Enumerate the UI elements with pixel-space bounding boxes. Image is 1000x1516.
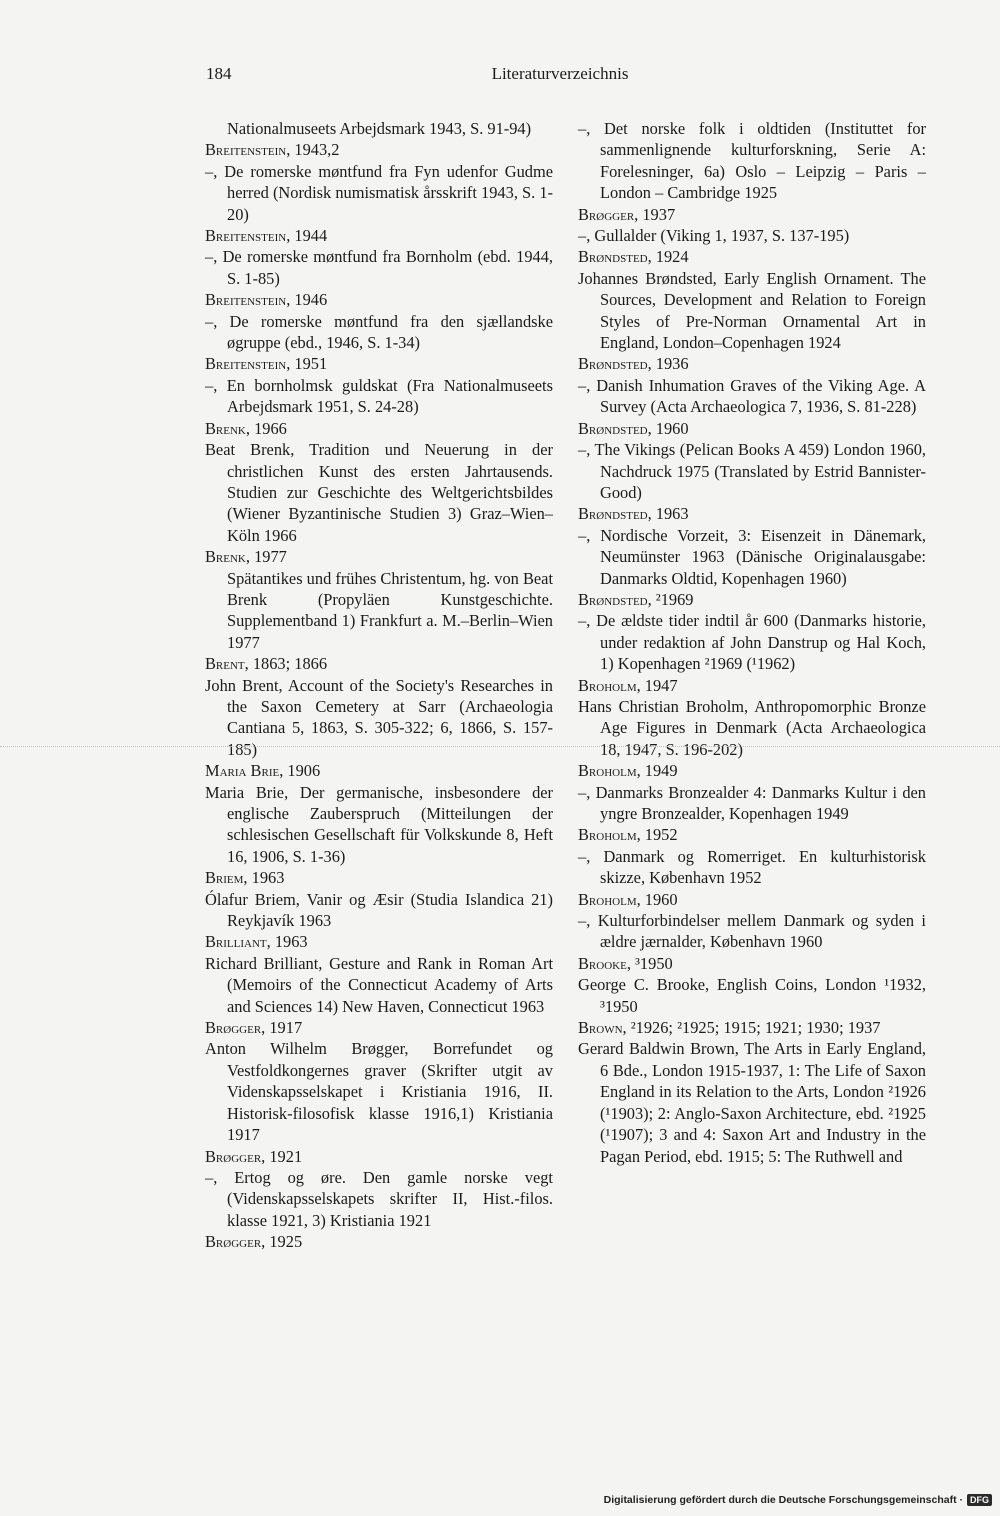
scan-artifact-line [0,746,1000,747]
entry-heading: Brøndsted, 1963 [578,504,689,524]
entry-heading: Brooke, ³1950 [578,953,673,973]
entry-text: –, De romerske møntfund fra Fyn udenfor Gudme herred (Nordisk numismatisk årsskrift 1943, S. 1-20) [205,161,553,224]
entry-heading: Brøndsted, 1936 [578,354,689,374]
entry-heading: Brøndsted, 1960 [578,418,689,438]
entry-heading: Brøgger, 1925 [205,1232,303,1252]
entry-heading: Brown, ²1926; ²1925; 1915; 1921; 1930; 1937 [578,1018,881,1038]
entry-heading: Breitenstein, 1944 [205,226,328,246]
running-head: Literaturverzeichnis [491,64,629,83]
entry-heading: Brøndsted, ²1969 [578,589,694,609]
entry-text: Maria Brie, Der germanische, insbesondere der englische Zauberspruch (Mitteilungen der schlesischen Gesellschaft für Volkskunde 8, Heft 16, 1906, S. 1-36) [205,782,553,866]
entry-text: Hans Christian Broholm, Anthropomorphic Bronze Age Figures in Denmark (Acta Archaeologica 18, 1947, S. 196-202) [578,696,926,759]
entry-text: Anton Wilhelm Brøgger, Borrefundet og Vestfoldkongernes graver (Skrifter utgit av Videnskapsselskapet i Kristiania 1916, II. Historisk-filosofisk klasse 1916,1) Kristiania 1917 [205,1039,553,1145]
entry-text: –, De romerske møntfund fra den sjællandske øgruppe (ebd., 1946, S. 1-34) [205,311,553,353]
entry-heading: Brenk, 1966 [205,418,287,438]
entry-text: –, En bornholmsk guldskat (Fra Nationalmuseets Arbejdsmark 1951, S. 24-28) [205,375,553,417]
entry-heading: Brøndsted, 1924 [578,247,689,267]
entry-heading: Brilliant, 1963 [205,932,308,952]
page-number: 184 [206,64,232,83]
entry-text: –, Danish Inhumation Graves of the Viking Age. A Survey (Acta Archaeologica 7, 1936, S. 81-228) [578,375,926,417]
entry-heading: Brøgger, 1921 [205,1146,303,1166]
entry-text: Richard Brilliant, Gesture and Rank in Roman Art (Memoirs of the Connecticut Academy of Arts and Sciences 14) New Haven, Connecticut 1963 [205,953,553,1016]
entry-text: –, Nordische Vorzeit, 3: Eisenzeit in Dänemark, Neumünster 1963 (Dänische Originalausgabe: Danmarks Oldtid, Kopenhagen 1960) [578,525,926,588]
entry-heading: Broholm, 1960 [578,889,678,909]
entry-heading: Breitenstein, 1951 [205,354,328,374]
entry-heading: Brent, 1863; 1866 [205,654,328,674]
entry-heading: Briem, 1963 [205,868,285,888]
left-column [205,118,553,1253]
entry-heading: Brøgger, 1937 [578,204,676,224]
footer [604,1494,992,1506]
entry-text: John Brent, Account of the Society's Researches in the Saxon Cemetery at Sarr (Archaeologia Cantiana 5, 1863, S. 305-322; 6, 1866, S. 157-185) [205,675,553,759]
entry-heading: Brøgger, 1917 [205,1018,303,1038]
entry-text: –, Det norske folk i oldtiden (Instituttet for sammenlignende kulturforskning, Serie A: Forelesninger, 6a) Oslo – Leipzig – Paris – London – Cambridge 1925 [578,119,926,203]
entry-text: George C. Brooke, English Coins, London ¹1932, ³1950 [578,975,926,1016]
entry-heading: Broholm, 1947 [578,675,678,695]
entry-text: –, The Vikings (Pelican Books A 459) London 1960, Nachdruck 1975 (Translated by Estrid Bannister-Good) [578,440,926,502]
entry-text: Gerard Baldwin Brown, The Arts in Early England, 6 Bde., London 1915-1937, 1: The Life of Saxon England in its Relation to the Arts, London ²1926 (¹1903); 2: Anglo-Saxon Architecture, ebd. ²1925 (¹1907); 3 and 4: Saxon Art and Industry in the Pagan Period, ebd. 1915; 5: The Ruthwell and [578,1039,926,1166]
entry-heading: Brenk, 1977 [205,547,287,567]
entry-text: –, Danmark og Romerriget. En kulturhistorisk skizze, København 1952 [578,846,926,888]
entry-text: –, Ertog og øre. Den gamle norske vegt (Videnskapsselskapets skrifter II, Hist.-filos. klasse 1921, 3) Kristiania 1921 [205,1167,553,1230]
footer-text: Digitalisierung gefördert durch die Deutsche Forschungsgemeinschaft · [603,1494,963,1506]
entry-text: Spätantikes und frühes Christentum, hg. von Beat Brenk (Propyläen Kunstgeschichte. Supplementband 1) Frankfurt a. M.–Berlin–Wien 1977 [227,568,553,652]
entry-text: Ólafur Briem, Vanir og Æsir (Studia Islandica 21) Reykjavík 1963 [205,889,553,931]
entry-text: Johannes Brøndsted, Early English Ornament. The Sources, Development and Relation to Foreign Styles of Pre-Norman Ornamental Art in England, London–Copenhagen 1924 [578,268,926,353]
entry-heading: Breitenstein, 1943,2 [205,140,340,160]
dfg-logo: DFG [967,1494,992,1506]
entry-heading: Broholm, 1952 [578,825,678,845]
entry-text: –, Gullalder (Viking 1, 1937, S. 137-195) [578,226,850,246]
entry-text: –, Kulturforbindelser mellem Danmark og syden i ældre jærnalder, København 1960 [578,911,926,952]
entry-text: –, Danmarks Bronzealder 4: Danmarks Kultur i den yngre Bronzealder, Kopenhagen 1949 [578,782,926,823]
entry-text: –, De ældste tider indtil år 600 (Danmarks historie, under redaktion af John Danstrup og Hal Koch, 1) Kopenhagen ²1969 (¹1962) [578,611,926,674]
entry-text: –, De romerske møntfund fra Bornholm (ebd. 1944, S. 1-85) [205,247,553,288]
entry-text: Beat Brenk, Tradition und Neuerung in der christlichen Kunst des ersten Jahrtausends. Studien zur Geschichte des Weltgerichtsbildes (Wiener Byzantinische Studien 3) Graz–Wien–Köln 1966 [205,440,553,545]
entry-heading: Broholm, 1949 [578,761,678,781]
entry-text: Nationalmuseets Arbejdsmark 1943, S. 91-94) [227,119,532,138]
right-column [578,118,926,1167]
entry-heading: Maria Brie, 1906 [205,761,321,781]
entry-heading: Breitenstein, 1946 [205,290,328,310]
